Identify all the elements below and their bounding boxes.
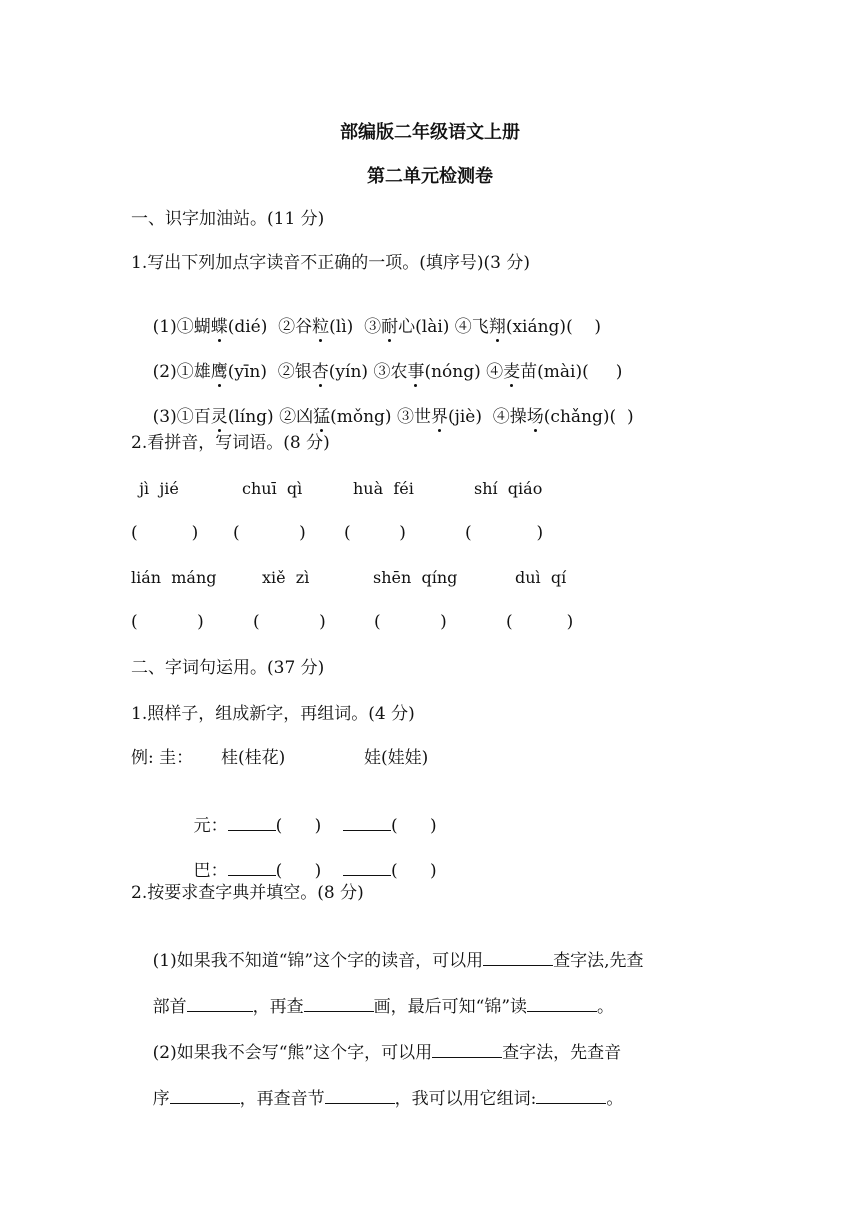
answer-paren[interactable]: ( ) — [390, 861, 437, 881]
answer-paren[interactable]: ( ) — [390, 816, 437, 836]
dotted-char: 耐 — [381, 317, 399, 337]
dotted-char: 鹰 — [210, 362, 228, 382]
answer-blank[interactable] — [536, 1087, 606, 1104]
answer-blank[interactable] — [325, 1087, 395, 1104]
example-word-1: 桂(桂花) — [221, 748, 286, 768]
dotted-char: 界 — [430, 407, 448, 427]
pinyin-5: lián máng — [131, 568, 217, 587]
pinyin-4: shí qiáo — [474, 479, 543, 498]
dotted-char: 杏 — [311, 362, 329, 382]
section2-heading: 二、字词句运用。(37 分) — [131, 658, 325, 678]
answer-blank[interactable] — [228, 859, 276, 876]
dotted-char: 灵 — [210, 407, 228, 427]
dotted-char: 事 — [407, 362, 425, 382]
page-subtitle: 第二单元检测卷 — [367, 166, 493, 187]
answer-box[interactable]: ( ) — [344, 523, 406, 543]
answer-box[interactable]: ( ) — [131, 612, 204, 632]
answer-box[interactable]: ( ) — [131, 523, 199, 543]
answer-box[interactable]: ( ) — [253, 612, 326, 632]
dotted-char: 猛 — [313, 407, 331, 427]
answer-box[interactable]: ( ) — [506, 612, 574, 632]
answer-blank[interactable] — [527, 995, 597, 1012]
dict-question-2-line-1: (2)如果我不会写“熊”这个字，可以用 查字法，先查音 — [152, 1043, 622, 1063]
answer-paren[interactable]: 苗(mài)( ) — [520, 362, 623, 382]
example-label: 例: 圭： — [131, 748, 194, 768]
answer-paren[interactable]: (xiáng)( ) — [505, 317, 601, 337]
answer-blank[interactable] — [170, 1087, 240, 1104]
answer-paren[interactable]: ( ) — [275, 861, 322, 881]
answer-box[interactable]: ( ) — [465, 523, 544, 543]
compose-row-2: 巴： ( ) ( ) — [193, 861, 437, 881]
pinyin-8: duì qí — [515, 568, 567, 587]
dotted-char: 蝶 — [210, 317, 228, 337]
answer-blank[interactable] — [343, 859, 391, 876]
answer-blank[interactable] — [187, 995, 253, 1012]
answer-blank[interactable] — [483, 949, 553, 966]
dict-question-1-line-1: (1)如果我不知道“锦”这个字的读音，可以用 查字法,先查 — [152, 951, 644, 971]
dotted-char: 粒 — [312, 317, 330, 337]
answer-paren[interactable]: ( ) — [275, 816, 322, 836]
answer-blank[interactable] — [228, 814, 276, 831]
compose-row-1: 元： ( ) ( ) — [193, 816, 437, 836]
answer-blank[interactable] — [432, 1041, 502, 1058]
section2-q1-prompt: 1.照样子，组成新字，再组词。(4 分) — [131, 704, 415, 724]
answer-box[interactable]: ( ) — [233, 523, 306, 543]
pinyin-3: huà féi — [353, 479, 414, 498]
section2-q2-prompt: 2.按要求查字典并填空。(8 分) — [131, 883, 364, 903]
answer-box[interactable]: ( ) — [374, 612, 447, 632]
section1-q1-prompt: 1.写出下列加点字读音不正确的一项。(填序号)(3 分) — [131, 253, 530, 273]
section1-heading: 一、识字加油站。(11 分) — [131, 209, 325, 229]
page-title: 部编版二年级语文上册 — [340, 122, 520, 143]
dotted-char: 翔 — [488, 317, 506, 337]
example-word-2: 娃(娃娃) — [364, 748, 429, 768]
answer-blank[interactable] — [343, 814, 391, 831]
answer-blank[interactable] — [304, 995, 374, 1012]
q1-row-2: (2)①雄鹰(yīn) ②银杏(yín) ③农事(nóng) ④麦苗(mài)( ) — [152, 362, 623, 382]
pinyin-6: xiě zì — [262, 568, 310, 587]
q1-row-1: (1)①蝴蝶(dié) ②谷粒(lì) ③耐心(lài) ④飞翔(xiáng)( ) — [152, 317, 601, 337]
answer-paren[interactable]: (chǎng)( ) — [543, 407, 634, 427]
dict-question-1-line-2: 部首 ，再查 画，最后可知“锦”读 。 — [152, 997, 615, 1017]
pinyin-1: jì jié — [134, 479, 179, 498]
dotted-char: 麦 — [503, 362, 521, 382]
q1-row-3: (3)①百灵(líng) ②凶猛(mǒng) ③世界(jiè) ④操场(chǎng)( ) — [152, 407, 634, 427]
pinyin-7: shēn qíng — [373, 568, 458, 587]
section1-q2-prompt: 2.看拼音，写词语。(8 分) — [131, 433, 330, 453]
dotted-char: 场 — [526, 407, 544, 427]
pinyin-2: chuī qì — [242, 479, 303, 498]
dict-question-2-line-2: 序 ，再查音节 ，我可以用它组词: 。 — [152, 1089, 624, 1109]
